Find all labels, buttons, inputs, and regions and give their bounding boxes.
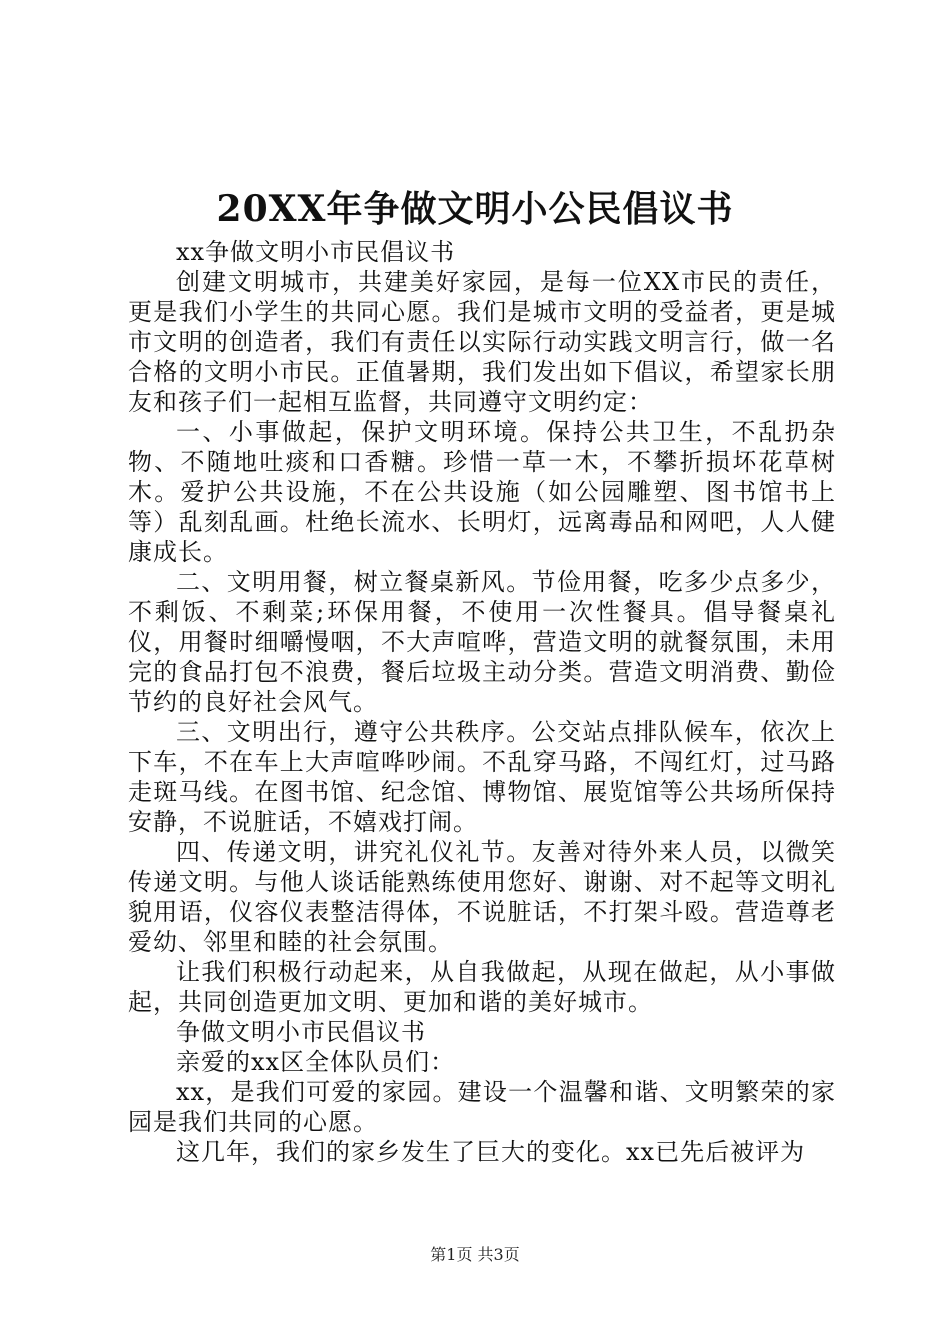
salutation: 亲爱的xx区全体队员们： <box>176 1048 456 1076</box>
subtitle-paragraph: xx争做文明小市民倡议书 <box>176 238 456 266</box>
document-body <box>128 237 836 1167</box>
continuation-paragraph: 这几年，我们的家乡发生了巨大的变化。xx已先后被评为 <box>176 1138 806 1166</box>
proposal-item-1: 一、小事做起，保护文明环境。保持公共卫生，不乱扔杂物、不随地吐痰和口香糖。珍惜一草一木，不攀折损坏花草树木。爱护公共设施，不在公共设施（如公园雕塑、图书馆书上等）乱刻乱画。杜绝长流水、长明灯，远离毒品和网吧，人人健康成长。 <box>128 418 836 566</box>
intro-paragraph: 创建文明城市，共建美好家园，是每一位XX市民的责任，更是我们小学生的共同心愿。我们是城市文明的受益者，更是城市文明的创造者，我们有责任以实际行动实践文明言行，做一名合格的文明小市民。正值暑期，我们发出如下倡议，希望家长朋友和孩子们一起相互监督，共同遵守文明约定： <box>128 268 836 416</box>
page-number: 第1页 共3页 <box>430 1245 520 1264</box>
second-heading: 争做文明小市民倡议书 <box>176 1018 426 1046</box>
second-intro-paragraph: xx，是我们可爱的家园。建设一个温馨和谐、文明繁荣的家园是我们共同的心愿。 <box>128 1078 836 1136</box>
closing-paragraph: 让我们积极行动起来，从自我做起，从现在做起，从小事做起，共同创造更加文明、更加和谐的美好城市。 <box>128 958 836 1016</box>
proposal-item-4: 四、传递文明，讲究礼仪礼节。友善对待外来人员，以微笑传递文明。与他人谈话能熟练使用您好、谢谢、对不起等文明礼貌用语，仪容仪表整洁得体，不说脏话，不打架斗殴。营造尊老爱幼、邻里和睦的社会氛围。 <box>128 838 836 956</box>
proposal-item-3: 三、文明出行，遵守公共秩序。公交站点排队候车，依次上下车，不在车上大声喧哗吵闹。不乱穿马路，不闯红灯，过马路走斑马线。在图书馆、纪念馆、博物馆、展览馆等公共场所保持安静，不说脏话，不嬉戏打闹。 <box>128 718 836 836</box>
document-title: 20XX年争做文明小公民倡议书 <box>216 188 734 230</box>
proposal-item-2: 二、文明用餐，树立餐桌新风。节俭用餐，吃多少点多少，不剩饭、不剩菜;环保用餐，不使用一次性餐具。倡导餐桌礼仪，用餐时细嚼慢咽，不大声喧哗，营造文明的就餐氛围，未用完的食品打包不浪费，餐后垃圾主动分类。营造文明消费、勤俭节约的良好社会风气。 <box>128 568 836 716</box>
